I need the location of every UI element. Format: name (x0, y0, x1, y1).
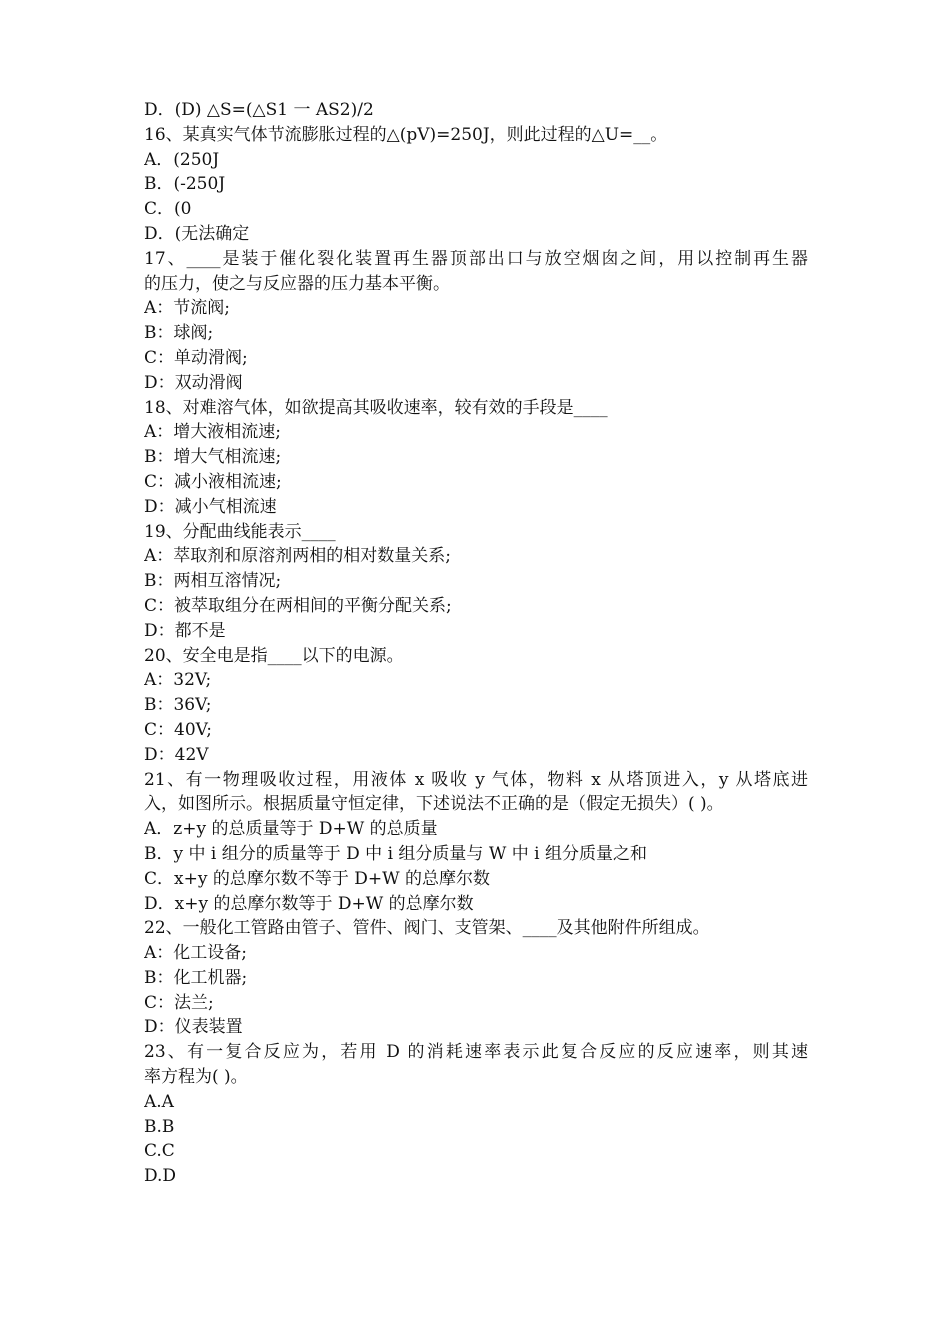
question-22-option-d: D：仪表装置 (144, 1017, 243, 1038)
question-20-option-b: B：36V; (144, 695, 212, 716)
question-17-stem-line-2: 的压力，使之与反应器的压力基本平衡。 (144, 273, 450, 294)
question-23-option-a: A.A (144, 1091, 174, 1112)
question-23-option-b: B.B (144, 1116, 175, 1137)
question-18-stem: 18、对难溶气体，如欲提高其吸收速率，较有效的手段是____ (144, 397, 608, 418)
question-21-option-d: D．x+y 的总摩尔数等于 D+W 的总摩尔数 (144, 893, 474, 914)
question-19-option-a: A：萃取剂和原溶剂两相的相对数量关系; (144, 546, 452, 567)
question-22-option-c: C：法兰; (144, 992, 214, 1013)
question-17-option-c: C：单动滑阀; (144, 347, 248, 368)
question-23-stem-line-1: 23、有一复合反应为，若用 D 的消耗速率表示此复合反应的反应速率，则其速 (144, 1042, 808, 1063)
question-18-option-c: C：减小液相流速; (144, 471, 282, 492)
question-21-option-b: B．y 中 i 组分的质量等于 D 中 i 组分质量与 W 中 i 组分质量之和 (144, 843, 647, 864)
question-19-option-b: B：两相互溶情况; (144, 571, 282, 592)
question-23-stem-line-2: 率方程为( )。 (144, 1067, 248, 1088)
question-18-option-d: D：减小气相流速 (144, 496, 277, 517)
question-17-stem-line-1: 17、____是装于催化裂化装置再生器顶部出口与放空烟囱之间，用以控制再生器 (144, 248, 808, 269)
question-21-stem-line-1: 21、有一物理吸收过程，用液体 x 吸收 y 气体，物料 x 从塔顶进入，y 从塔底进 (144, 769, 808, 790)
question-21-option-a: A．z+y 的总质量等于 D+W 的总质量 (144, 819, 438, 840)
question-22-option-a: A：化工设备; (144, 943, 248, 964)
question-16-option-c: C．(0 (144, 199, 192, 220)
text-line-option-d-entropy: D．(D) △S=(△S1 一 AS2)/2 (144, 100, 374, 120)
question-18-option-a: A：增大液相流速; (144, 422, 282, 443)
question-19-option-c: C：被萃取组分在两相间的平衡分配关系; (144, 595, 452, 616)
question-20-option-c: C：40V; (144, 719, 212, 740)
question-16-option-d: D．(无法确定 (144, 223, 250, 244)
question-18-option-b: B：增大气相流速; (144, 447, 282, 468)
question-19-option-d: D：都不是 (144, 620, 226, 641)
question-20-option-d: D：42V (144, 744, 209, 765)
question-21-option-c: C．x+y 的总摩尔数不等于 D+W 的总摩尔数 (144, 868, 491, 889)
question-20-option-a: A：32V; (144, 670, 212, 691)
question-22-option-b: B：化工机器; (144, 967, 248, 988)
question-23-option-d: D.D (144, 1166, 177, 1187)
question-16-stem: 16、某真实气体节流膨胀过程的△(pV)=250J，则此过程的△U=__。 (144, 124, 668, 145)
question-17-option-a: A：节流阀; (144, 298, 231, 319)
question-19-stem: 19、分配曲线能表示____ (144, 521, 336, 542)
question-23-option-c: C.C (144, 1141, 175, 1162)
question-22-stem: 22、一般化工管路由管子、管件、阀门、支管架、____及其他附件所组成。 (144, 918, 710, 939)
question-17-option-b: B：球阀; (144, 323, 214, 344)
question-16-option-a: A．(250J (144, 149, 220, 170)
question-21-stem-line-2: 入，如图所示。根据质量守恒定律，下述说法不正确的是（假定无损失）( )。 (144, 794, 724, 815)
document-page (144, 98, 808, 1189)
question-20-stem: 20、安全电是指____以下的电源。 (144, 645, 404, 666)
question-17-option-d: D：双动滑阀 (144, 372, 243, 393)
question-16-option-b: B．(-250J (144, 174, 226, 195)
